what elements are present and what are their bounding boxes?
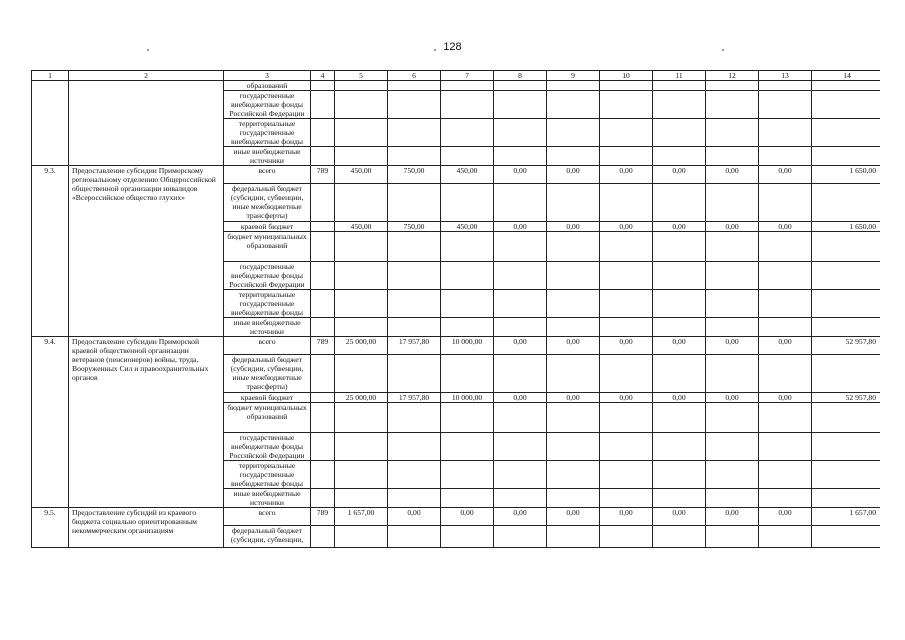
value-cell	[653, 318, 706, 337]
value-cell	[388, 262, 441, 290]
funding-source-cell: бюджет муниципальных образований	[224, 232, 311, 262]
scan-speck	[434, 49, 436, 51]
value-cell	[547, 91, 600, 119]
value-cell	[600, 403, 653, 433]
value-cell	[441, 81, 494, 91]
value-cell	[759, 403, 812, 433]
column-number-cell: 4	[311, 71, 335, 81]
scan-speck	[722, 49, 724, 51]
value-cell	[494, 526, 547, 548]
scan-speck	[147, 49, 149, 51]
budget-table-container	[31, 70, 880, 580]
value-cell: 0,00	[600, 166, 653, 184]
value-cell	[812, 81, 881, 91]
value-cell: 25 000,00	[335, 393, 388, 403]
value-cell	[335, 318, 388, 337]
value-cell	[812, 461, 881, 489]
value-cell	[653, 119, 706, 147]
value-cell	[653, 262, 706, 290]
funding-source-cell: федеральный бюджет (субсидии, субвенции, иные межбюджетные трансферты)	[224, 184, 311, 222]
value-cell	[706, 262, 759, 290]
value-cell	[547, 489, 600, 508]
value-cell	[547, 184, 600, 222]
column-number-row	[32, 71, 881, 81]
code-cell	[311, 222, 335, 232]
column-number-cell: 10	[600, 71, 653, 81]
value-cell: 0,00	[706, 166, 759, 184]
value-cell: 0,00	[759, 222, 812, 232]
value-cell	[335, 489, 388, 508]
value-cell	[706, 526, 759, 548]
funding-source-cell: бюджет муниципальных образований	[224, 403, 311, 433]
code-cell	[311, 433, 335, 461]
value-cell	[812, 318, 881, 337]
funding-source-cell: образований	[224, 81, 311, 91]
value-cell	[388, 290, 441, 318]
funding-source-cell: территориальные государственные внебюджетные фонды	[224, 119, 311, 147]
value-cell	[600, 461, 653, 489]
value-cell	[441, 232, 494, 262]
value-cell	[335, 433, 388, 461]
column-number-cell: 2	[69, 71, 224, 81]
column-number-cell: 3	[224, 71, 311, 81]
table-row	[32, 81, 881, 91]
value-cell: 0,00	[706, 393, 759, 403]
value-cell	[759, 147, 812, 166]
value-cell	[600, 489, 653, 508]
value-cell	[812, 290, 881, 318]
value-cell	[441, 262, 494, 290]
value-cell: 750,00	[388, 166, 441, 184]
value-cell: 0,00	[494, 393, 547, 403]
value-cell: 10 000,00	[441, 337, 494, 355]
value-cell	[759, 290, 812, 318]
funding-source-cell: территориальные государственные внебюджетные фонды	[224, 461, 311, 489]
value-cell	[653, 81, 706, 91]
value-cell	[335, 119, 388, 147]
value-cell	[706, 318, 759, 337]
value-cell	[600, 81, 653, 91]
item-number-cell	[32, 81, 69, 166]
value-cell	[759, 232, 812, 262]
value-cell	[441, 318, 494, 337]
value-cell	[600, 290, 653, 318]
funding-source-cell: государственные внебюджетные фонды Российской Федерации	[224, 262, 311, 290]
value-cell	[812, 262, 881, 290]
code-cell	[311, 290, 335, 318]
value-cell	[653, 433, 706, 461]
value-cell	[441, 91, 494, 119]
value-cell	[494, 433, 547, 461]
value-cell: 0,00	[759, 166, 812, 184]
code-cell	[311, 355, 335, 393]
funding-source-cell: иные внебюджетные источники	[224, 318, 311, 337]
value-cell	[494, 119, 547, 147]
value-cell	[600, 119, 653, 147]
value-cell: 0,00	[547, 337, 600, 355]
value-cell: 0,00	[441, 508, 494, 526]
column-number-cell: 5	[335, 71, 388, 81]
value-cell	[335, 232, 388, 262]
value-cell: 52 957,80	[812, 337, 881, 355]
funding-source-cell: государственные внебюджетные фонды Российской Федерации	[224, 433, 311, 461]
value-cell	[706, 81, 759, 91]
value-cell	[335, 262, 388, 290]
value-cell: 0,00	[388, 508, 441, 526]
column-number-cell: 1	[32, 71, 69, 81]
value-cell	[441, 403, 494, 433]
column-number-cell: 9	[547, 71, 600, 81]
value-cell	[335, 147, 388, 166]
value-cell	[600, 147, 653, 166]
code-cell	[311, 147, 335, 166]
value-cell: 0,00	[600, 393, 653, 403]
value-cell	[441, 461, 494, 489]
value-cell	[812, 403, 881, 433]
value-cell: 10 000,00	[441, 393, 494, 403]
value-cell	[812, 433, 881, 461]
column-number-cell: 13	[759, 71, 812, 81]
code-cell	[311, 91, 335, 119]
value-cell: 52 957,80	[812, 393, 881, 403]
value-cell	[494, 184, 547, 222]
value-cell: 0,00	[653, 393, 706, 403]
value-cell: 0,00	[494, 166, 547, 184]
funding-source-cell: иные внебюджетные источники	[224, 489, 311, 508]
value-cell	[706, 355, 759, 393]
funding-source-cell: всего	[224, 337, 311, 355]
code-cell	[311, 403, 335, 433]
value-cell: 1 650,00	[812, 166, 881, 184]
value-cell	[335, 91, 388, 119]
value-cell	[759, 91, 812, 119]
value-cell: 750,00	[388, 222, 441, 232]
value-cell	[335, 81, 388, 91]
funding-source-cell: всего	[224, 508, 311, 526]
funding-source-cell: федеральный бюджет (субсидии, субвенции, иные межбюджетные трансферты)	[224, 355, 311, 393]
value-cell	[759, 119, 812, 147]
value-cell	[494, 147, 547, 166]
budget-table	[31, 70, 880, 548]
value-cell	[759, 355, 812, 393]
value-cell	[759, 81, 812, 91]
value-cell	[653, 91, 706, 119]
value-cell	[706, 91, 759, 119]
value-cell	[653, 403, 706, 433]
value-cell: 0,00	[759, 393, 812, 403]
value-cell	[494, 355, 547, 393]
value-cell	[494, 318, 547, 337]
value-cell: 17 957,80	[388, 337, 441, 355]
value-cell	[547, 526, 600, 548]
value-cell	[600, 526, 653, 548]
value-cell	[759, 526, 812, 548]
value-cell	[388, 433, 441, 461]
column-number-cell: 11	[653, 71, 706, 81]
value-cell	[441, 526, 494, 548]
funding-source-cell: федеральный бюджет (субсидии, субвенции,	[224, 526, 311, 548]
value-cell	[547, 403, 600, 433]
value-cell: 25 000,00	[335, 337, 388, 355]
code-cell	[311, 262, 335, 290]
value-cell	[494, 81, 547, 91]
value-cell	[653, 355, 706, 393]
value-cell	[388, 355, 441, 393]
value-cell: 0,00	[494, 337, 547, 355]
value-cell	[600, 433, 653, 461]
value-cell: 0,00	[653, 222, 706, 232]
value-cell	[335, 184, 388, 222]
value-cell	[653, 232, 706, 262]
value-cell: 0,00	[600, 337, 653, 355]
value-cell: 450,00	[441, 222, 494, 232]
value-cell: 0,00	[653, 166, 706, 184]
value-cell	[494, 461, 547, 489]
value-cell	[388, 91, 441, 119]
funding-source-cell: государственные внебюджетные фонды Российской Федерации	[224, 91, 311, 119]
code-cell	[311, 393, 335, 403]
value-cell: 1 657,00	[812, 508, 881, 526]
value-cell	[759, 262, 812, 290]
table-row	[32, 508, 881, 526]
value-cell: 0,00	[494, 508, 547, 526]
value-cell	[335, 526, 388, 548]
value-cell	[759, 433, 812, 461]
value-cell	[547, 119, 600, 147]
value-cell: 0,00	[706, 222, 759, 232]
table-body	[32, 71, 881, 548]
value-cell	[706, 461, 759, 489]
value-cell	[441, 290, 494, 318]
value-cell	[441, 119, 494, 147]
value-cell: 0,00	[547, 222, 600, 232]
value-cell	[759, 461, 812, 489]
value-cell	[494, 262, 547, 290]
code-cell	[311, 184, 335, 222]
value-cell: 1 650,00	[812, 222, 881, 232]
value-cell	[812, 526, 881, 548]
code-cell	[311, 461, 335, 489]
funding-source-cell: иные внебюджетные источники	[224, 147, 311, 166]
value-cell	[547, 262, 600, 290]
value-cell	[653, 526, 706, 548]
value-cell	[706, 119, 759, 147]
value-cell: 17 957,80	[388, 393, 441, 403]
value-cell	[759, 318, 812, 337]
code-cell	[311, 318, 335, 337]
value-cell: 0,00	[547, 166, 600, 184]
item-number-cell: 9.5.	[32, 508, 69, 548]
value-cell	[706, 147, 759, 166]
value-cell	[441, 489, 494, 508]
value-cell	[653, 147, 706, 166]
value-cell	[600, 318, 653, 337]
column-number-cell: 12	[706, 71, 759, 81]
value-cell: 450,00	[441, 166, 494, 184]
value-cell	[812, 184, 881, 222]
value-cell	[706, 232, 759, 262]
item-name-cell: Предоставление субсидии Приморскому региональному отделению Общероссийской общественной организации инвалидов «Всероссийское общество глухих»	[69, 166, 224, 337]
value-cell: 450,00	[335, 166, 388, 184]
value-cell	[335, 355, 388, 393]
value-cell	[812, 119, 881, 147]
value-cell	[653, 461, 706, 489]
value-cell	[547, 232, 600, 262]
value-cell: 1 657,00	[335, 508, 388, 526]
value-cell	[759, 184, 812, 222]
value-cell	[812, 355, 881, 393]
column-number-cell: 8	[494, 71, 547, 81]
value-cell	[494, 403, 547, 433]
value-cell	[547, 355, 600, 393]
value-cell: 0,00	[759, 337, 812, 355]
value-cell: 0,00	[706, 337, 759, 355]
value-cell	[388, 403, 441, 433]
code-cell	[311, 526, 335, 548]
code-cell: 789	[311, 166, 335, 184]
value-cell: 0,00	[494, 222, 547, 232]
value-cell	[812, 489, 881, 508]
funding-source-cell: территориальные государственные внебюджетные фонды	[224, 290, 311, 318]
value-cell	[441, 184, 494, 222]
value-cell	[706, 403, 759, 433]
value-cell	[547, 433, 600, 461]
value-cell	[600, 184, 653, 222]
value-cell	[388, 461, 441, 489]
value-cell	[441, 147, 494, 166]
item-number-cell: 9.3.	[32, 166, 69, 337]
page-number: 128	[443, 41, 462, 53]
value-cell	[494, 91, 547, 119]
value-cell: 0,00	[600, 508, 653, 526]
funding-source-cell: краевой бюджет	[224, 222, 311, 232]
value-cell	[547, 290, 600, 318]
value-cell	[653, 489, 706, 508]
value-cell	[388, 318, 441, 337]
value-cell: 0,00	[547, 508, 600, 526]
value-cell	[388, 489, 441, 508]
value-cell	[600, 232, 653, 262]
value-cell	[547, 318, 600, 337]
value-cell	[388, 81, 441, 91]
value-cell	[388, 232, 441, 262]
value-cell	[547, 461, 600, 489]
code-cell: 789	[311, 337, 335, 355]
item-number-cell: 9.4.	[32, 337, 69, 508]
value-cell	[812, 91, 881, 119]
value-cell: 0,00	[759, 508, 812, 526]
code-cell	[311, 232, 335, 262]
value-cell	[759, 489, 812, 508]
item-name-cell	[69, 81, 224, 166]
value-cell	[388, 119, 441, 147]
value-cell: 450,00	[335, 222, 388, 232]
funding-source-cell: всего	[224, 166, 311, 184]
column-number-cell: 14	[812, 71, 881, 81]
value-cell	[388, 526, 441, 548]
code-cell: 789	[311, 508, 335, 526]
value-cell	[706, 184, 759, 222]
value-cell	[335, 461, 388, 489]
column-number-cell: 6	[388, 71, 441, 81]
value-cell	[706, 489, 759, 508]
value-cell	[600, 355, 653, 393]
value-cell	[600, 91, 653, 119]
value-cell	[441, 355, 494, 393]
value-cell	[706, 290, 759, 318]
code-cell	[311, 489, 335, 508]
value-cell	[494, 232, 547, 262]
value-cell	[494, 290, 547, 318]
value-cell: 0,00	[653, 337, 706, 355]
value-cell	[600, 262, 653, 290]
value-cell	[547, 147, 600, 166]
code-cell	[311, 119, 335, 147]
value-cell	[388, 184, 441, 222]
funding-source-cell: краевой бюджет	[224, 393, 311, 403]
value-cell	[706, 433, 759, 461]
table-row	[32, 166, 881, 184]
value-cell	[335, 290, 388, 318]
value-cell	[812, 147, 881, 166]
value-cell	[441, 433, 494, 461]
item-name-cell: Предоставление субсидии Приморской краевой общественной организации ветеранов (пенсионеров) войны, труда, Вооруженных Сил и правоохранительных органов	[69, 337, 224, 508]
item-name-cell: Предоставление субсидий из краевого бюджета социально ориентированным некоммерческим организациям	[69, 508, 224, 548]
value-cell: 0,00	[706, 508, 759, 526]
value-cell	[494, 489, 547, 508]
value-cell: 0,00	[600, 222, 653, 232]
value-cell	[653, 290, 706, 318]
column-number-cell: 7	[441, 71, 494, 81]
value-cell	[547, 81, 600, 91]
code-cell	[311, 81, 335, 91]
table-row	[32, 337, 881, 355]
value-cell: 0,00	[547, 393, 600, 403]
value-cell	[388, 147, 441, 166]
value-cell: 0,00	[653, 508, 706, 526]
value-cell	[653, 184, 706, 222]
value-cell	[335, 403, 388, 433]
value-cell	[812, 232, 881, 262]
